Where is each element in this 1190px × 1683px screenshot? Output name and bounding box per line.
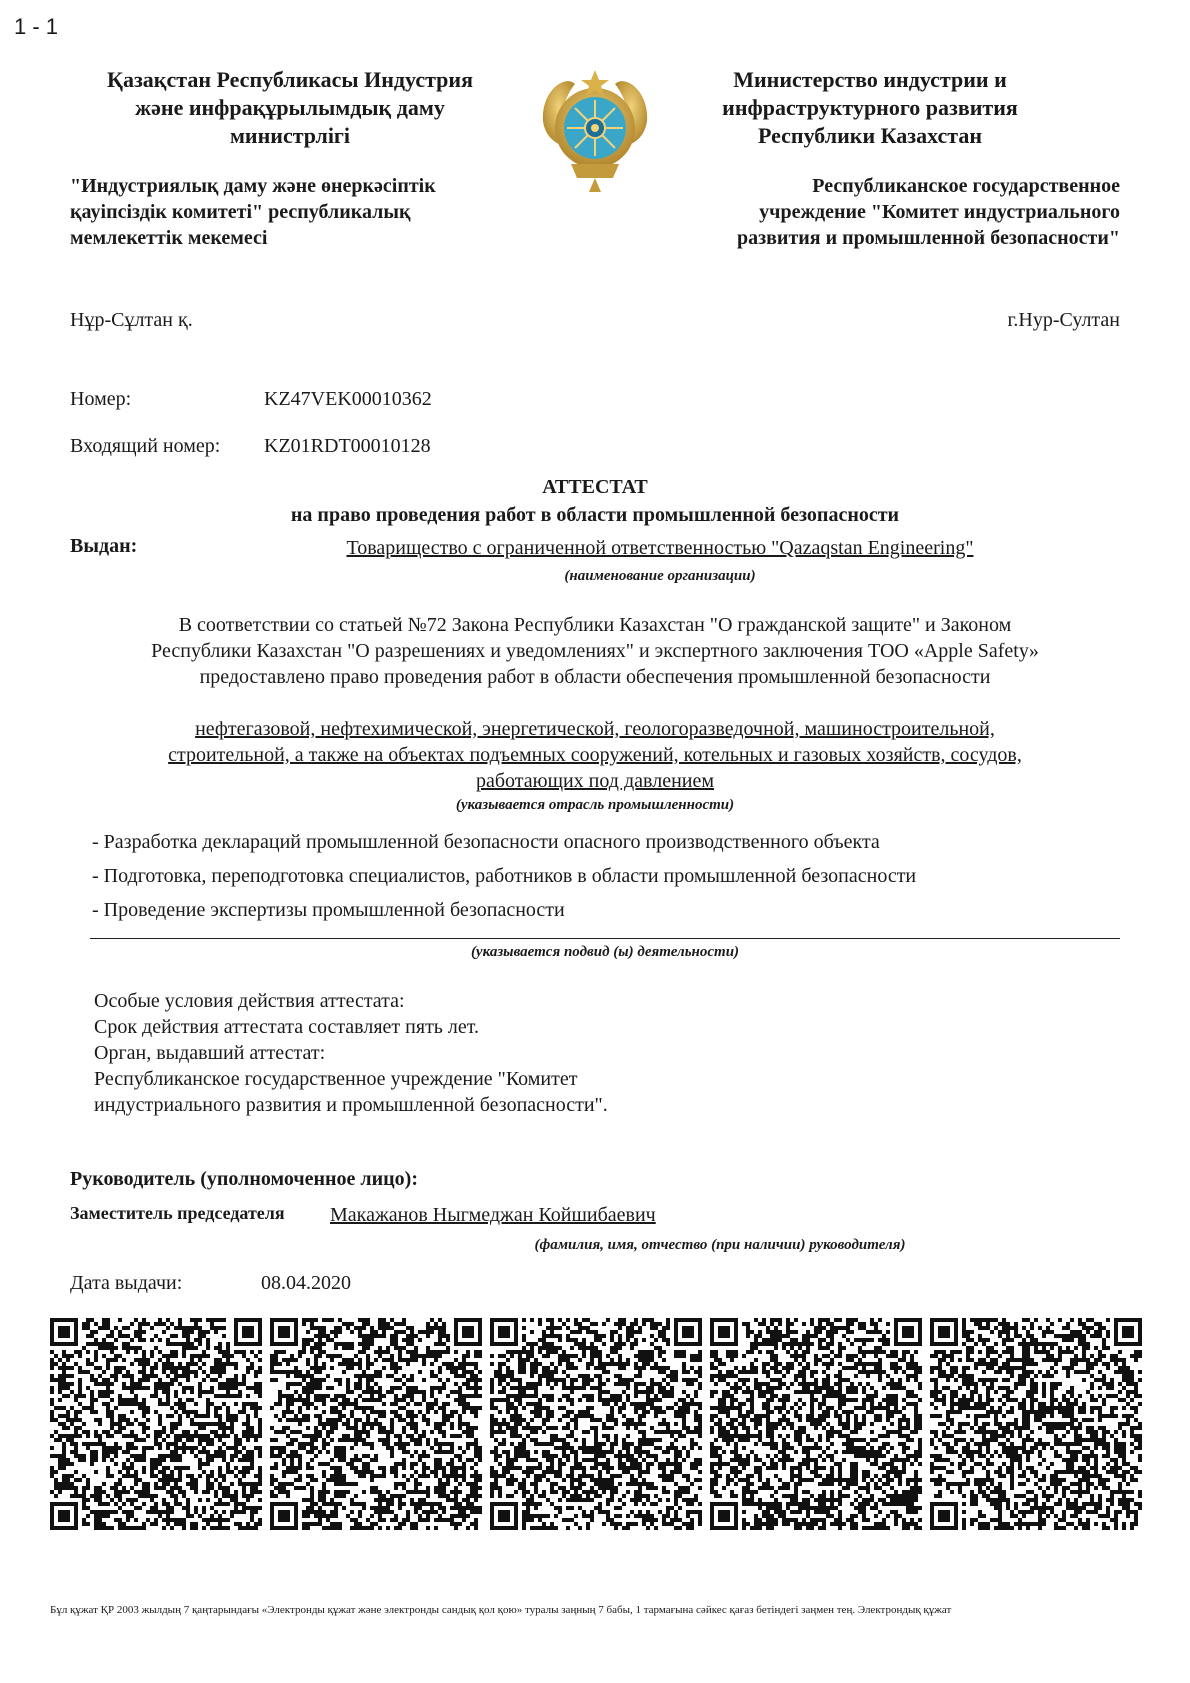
header-right-sub-line: Республиканское государственное <box>812 175 1120 197</box>
conditions-line: Особые условия действия аттестата: <box>94 990 405 1012</box>
incoming-number-value: KZ01RDT00010128 <box>264 435 431 457</box>
header-left-sub-line: мемлекеттік мекемесі <box>70 227 268 249</box>
kazakhstan-state-emblem-icon <box>535 66 655 194</box>
qr-code-icon <box>270 1318 482 1530</box>
qr-code-icon <box>490 1318 702 1530</box>
header-right-title-line: инфраструктурного развития <box>722 95 1018 120</box>
header-left-sub-line: қауіпсіздік комитеті" республикалық <box>70 201 411 223</box>
conditions-line: Орган, выдавший аттестат: <box>94 1042 326 1064</box>
qr-code-icon <box>50 1318 262 1530</box>
qr-code <box>930 1318 1142 1535</box>
head-label: Руководитель (уполномоченное лицо): <box>70 1168 418 1190</box>
industry-line: строительной, а также на объектах подъемных сооружений, котельных и газовых хозяйств, сосудов, <box>168 744 1022 766</box>
activity-text: Проведение экспертизы промышленной безопасности <box>103 899 565 921</box>
header-right-title-line: Министерство индустрии и <box>733 67 1007 92</box>
industry-line: нефтегазовой, нефтехимической, энергетической, геологоразведочной, машиностроительной, <box>195 718 995 740</box>
signatory-position: Заместитель председателя <box>70 1203 285 1223</box>
conditions-line: Срок действия аттестата составляет пять лет. <box>94 1016 480 1038</box>
number-label: Номер: <box>70 388 132 410</box>
activity-text: Разработка деклараций промышленной безопасности опасного производственного объекта <box>103 831 880 853</box>
qr-code <box>710 1318 922 1535</box>
header-right-sub-line: развития и промышленной безопасности" <box>736 227 1120 249</box>
divider-line <box>90 938 1120 939</box>
page-number: 1 - 1 <box>14 14 59 39</box>
header-right-sub-line: учреждение "Комитет индустриального <box>759 201 1120 223</box>
conditions-line: индустриального развития и промышленной безопасности". <box>94 1094 608 1116</box>
basis-line: В соответствии со статьей №72 Закона Республики Казахстан "О гражданской защите" и Законом <box>178 614 1012 636</box>
basis-line: предоставлено право проведения работ в области обеспечения промышленной безопасности <box>199 666 991 688</box>
industry-line: работающих под давлением <box>475 770 715 792</box>
header-right-title <box>660 66 1080 150</box>
conditions-block <box>94 988 608 1118</box>
header-right-subtitle <box>640 173 1120 251</box>
qr-code-icon <box>710 1318 922 1530</box>
activities-note: (указывается подвид (ы) деятельности) <box>470 944 740 960</box>
industry-list <box>60 716 1130 794</box>
certificate-title: АТТЕСТАТ <box>542 476 648 498</box>
header-left-title-line: министрлігі <box>229 123 351 148</box>
number-value: KZ47VEK00010362 <box>264 388 432 410</box>
qr-code-icon <box>930 1318 1142 1530</box>
header-left-title <box>70 66 510 150</box>
conditions-line: Республиканское государственное учреждение "Комитет <box>94 1068 578 1090</box>
issued-label: Выдан: <box>70 535 138 557</box>
header-left-sub-line: "Индустриялық даму және өнеркәсіптік <box>70 175 436 197</box>
header-left-title-line: және инфрақұрылымдық даму <box>135 95 445 120</box>
city-left: Нұр-Сұлтан қ. <box>70 309 193 331</box>
activity-item: - Проведение экспертизы промышленной безопасности <box>92 899 565 921</box>
activity-item: - Разработка деклараций промышленной безопасности опасного производственного объекта <box>92 831 880 853</box>
certificate-subtitle: на право проведения работ в области промышленной безопасности <box>290 504 900 526</box>
activity-item: - Подготовка, переподготовка специалистов, работников в области промышленной безопасности <box>92 865 917 887</box>
issued-note: (наименование организации) <box>564 568 756 584</box>
basis-line: Республики Казахстан "О разрешениях и уведомлениях" и экспертного заключения ТОО «Apple Safety» <box>151 640 1039 662</box>
signatory-name: Макажанов Ныгмеджан Койшибаевич <box>330 1204 656 1226</box>
qr-code <box>490 1318 702 1535</box>
basis-paragraph <box>60 612 1130 690</box>
qr-code <box>50 1318 262 1535</box>
header-left-title-line: Қазақстан Республикасы Индустрия <box>107 67 473 92</box>
issued-organization: Товарищество с ограниченной ответственностью "Qazaqstan Engineering" <box>346 537 974 559</box>
header-right-title-line: Республики Казахстан <box>757 123 983 148</box>
qr-code <box>270 1318 482 1535</box>
signatory-name-note: (фамилия, имя, отчество (при наличии) руководителя) <box>534 1237 906 1253</box>
header-left-subtitle <box>70 173 510 251</box>
activity-text: Подготовка, переподготовка специалистов, работников в области промышленной безопасности <box>103 865 917 887</box>
industry-note: (указывается отрасль промышленности) <box>455 797 735 813</box>
legal-footer: Бұл құжат ҚР 2003 жылдың 7 қаңтарындағы «Электронды құжат және электронды сандық қол қою» туралы заңның 7 бабы, 1 тармағына сәйкес қағаз бетіндегі заңмен тең. Электрондық құжат <box>50 1604 952 1616</box>
city-right: г.Нур-Султан <box>1007 309 1120 331</box>
incoming-number-label: Входящий номер: <box>70 435 221 457</box>
issue-date-value: 08.04.2020 <box>261 1272 351 1294</box>
issue-date-label: Дата выдачи: <box>70 1272 183 1294</box>
